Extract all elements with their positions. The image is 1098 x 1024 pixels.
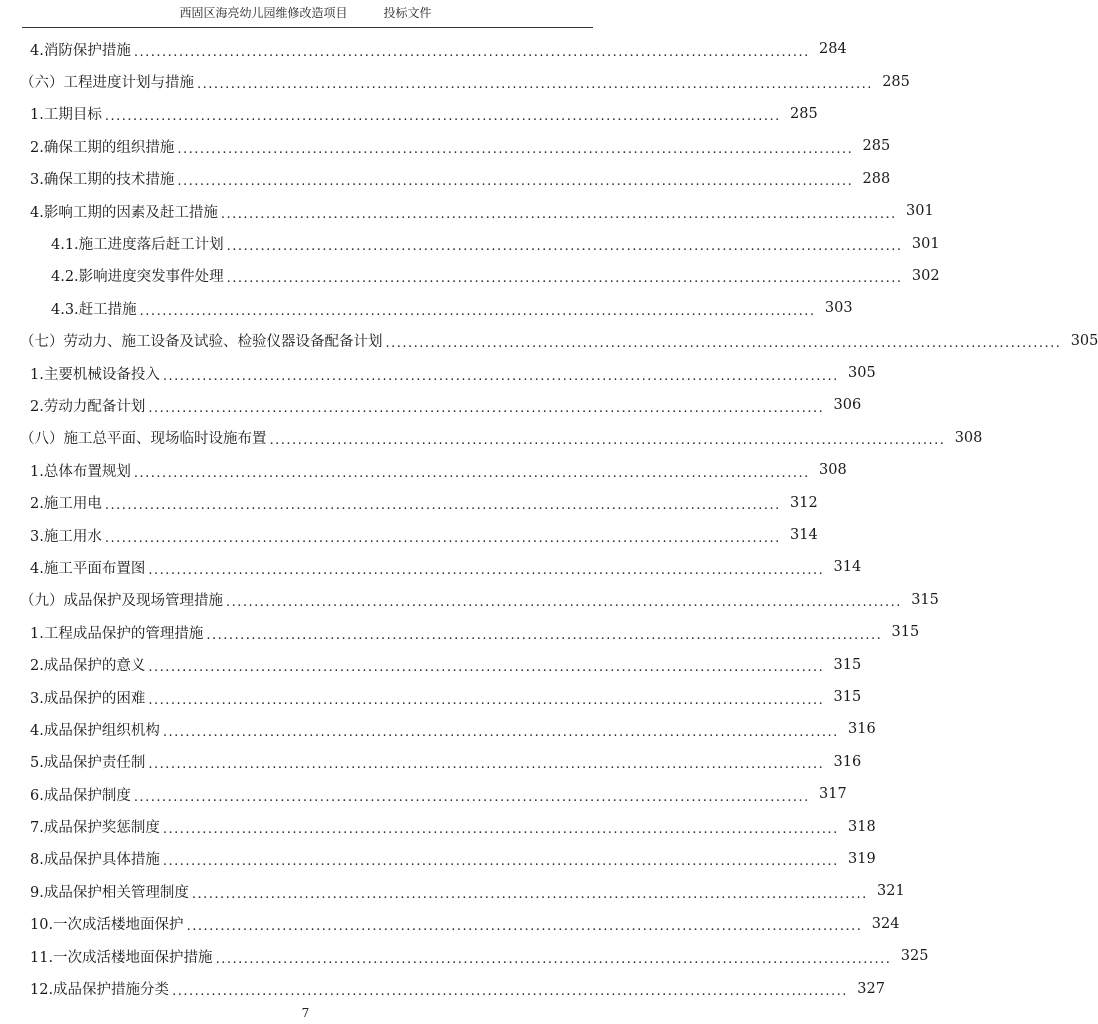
- toc-entry-page: 314: [833, 559, 862, 576]
- toc-entry-page: 321: [877, 883, 905, 900]
- toc-entry-title: 2.劳动力配备计划: [30, 398, 146, 415]
- dot-leader: ........................................................................................................................: [191, 886, 868, 902]
- toc-entry[interactable]: [0, 778, 847, 810]
- dot-leader: ........................................................................................................................: [148, 400, 825, 416]
- dot-leader: ........................................................................................................................: [148, 757, 825, 773]
- dot-leader: ........................................................................................................................: [226, 595, 902, 611]
- dot-leader: ........................................................................................................................: [133, 44, 810, 60]
- toc-entry[interactable]: [0, 584, 939, 616]
- toc-entry-title: 2.确保工期的组织措施: [30, 139, 175, 156]
- toc-entry-page: 285: [790, 105, 818, 122]
- dot-leader: ........................................................................................................................: [220, 206, 897, 222]
- toc-entry-page: 288: [862, 170, 891, 187]
- toc-entry[interactable]: [0, 389, 862, 421]
- toc-entry-title: 8.成品保护具体措施: [30, 852, 160, 869]
- dot-leader: ........................................................................................................................: [226, 239, 903, 255]
- toc-entry-page: 315: [833, 656, 862, 673]
- toc-entry-title: 4.消防保护措施: [30, 42, 131, 59]
- toc-entry-title: 5.成品保护责任制: [30, 755, 146, 772]
- toc-entry[interactable]: [0, 227, 940, 259]
- toc-entry-page: 317: [819, 786, 847, 803]
- toc-entry[interactable]: [0, 325, 1098, 357]
- toc-entry-page: 327: [857, 980, 885, 997]
- dot-leader: ........................................................................................................................: [133, 465, 810, 481]
- toc-entry-page: 316: [833, 753, 862, 770]
- toc-entry-title: 11.一次成活楼地面保护措施: [30, 949, 213, 966]
- toc-entry[interactable]: [0, 65, 910, 97]
- dot-leader: ........................................................................................................................: [148, 562, 825, 578]
- toc-entry[interactable]: [0, 33, 847, 65]
- header-rule: [22, 27, 593, 28]
- dot-leader: ........................................................................................................................: [104, 498, 781, 514]
- dot-leader: ........................................................................................................................: [215, 951, 892, 967]
- toc-entry-title: 6.成品保护制度: [30, 787, 131, 804]
- toc-entry[interactable]: [0, 486, 818, 518]
- toc-entry[interactable]: [0, 972, 885, 1004]
- dot-leader: ........................................................................................................................: [197, 77, 873, 93]
- toc-entry[interactable]: [0, 454, 847, 486]
- toc-entry-title: 1.工期目标: [30, 107, 102, 124]
- toc-entry-page: 318: [848, 818, 876, 835]
- toc-entry-page: 319: [848, 850, 876, 867]
- toc-entry[interactable]: [0, 195, 934, 227]
- dot-leader: ........................................................................................................................: [269, 433, 946, 449]
- toc-entry[interactable]: [0, 713, 876, 745]
- toc-entry-page: 324: [871, 915, 900, 932]
- toc-entry-page: 315: [833, 689, 862, 705]
- toc-entry-page: 325: [900, 948, 929, 965]
- toc-entry[interactable]: [0, 357, 876, 389]
- toc-entry-page: 316: [848, 721, 876, 738]
- toc-entry-title: 1.工程成品保护的管理措施: [30, 625, 204, 642]
- toc-entry[interactable]: [0, 130, 891, 162]
- toc-entry-title: （六）工程进度计划与措施: [20, 75, 194, 92]
- dot-leader: ........................................................................................................................: [148, 692, 825, 708]
- toc-entry[interactable]: [0, 292, 853, 324]
- dot-leader: ........................................................................................................................: [385, 336, 1062, 352]
- toc-entry[interactable]: [0, 746, 862, 778]
- dot-leader: ........................................................................................................................: [162, 368, 839, 384]
- toc-entry-title: 1.主要机械设备投入: [30, 366, 160, 383]
- toc-entry[interactable]: [0, 908, 900, 940]
- dot-leader: ........................................................................................................................: [186, 919, 863, 935]
- toc-entry[interactable]: [0, 648, 862, 680]
- toc-entry-page: 315: [911, 591, 939, 608]
- toc-entry-page: 305: [1070, 332, 1098, 349]
- toc-entry-title: 2.施工用电: [30, 496, 102, 513]
- toc-entry-title: 9.成品保护相关管理制度: [30, 884, 189, 901]
- page-number: 7: [301, 1006, 310, 1020]
- toc-entry-title: 4.3.赶工措施: [51, 301, 137, 318]
- toc-entry[interactable]: [0, 98, 818, 130]
- toc-entry-page: 306: [833, 397, 862, 414]
- toc-entry-title: 7.成品保护奖惩制度: [30, 820, 160, 837]
- toc-entry-page: 312: [790, 494, 818, 511]
- dot-leader: ........................................................................................................................: [226, 271, 903, 287]
- page-header: 西固区海亮幼儿园维修改造项目 投标文件: [179, 6, 432, 20]
- toc-entry[interactable]: [0, 681, 862, 713]
- toc-entry-page: 285: [862, 138, 891, 155]
- toc-entry-title: 10.一次成活楼地面保护: [30, 917, 184, 934]
- toc-entry-title: （九）成品保护及现场管理措施: [20, 593, 223, 610]
- toc-entry[interactable]: [0, 519, 818, 551]
- toc-entry-page: 314: [790, 527, 818, 544]
- dot-leader: ........................................................................................................................: [172, 984, 848, 1000]
- toc-entry[interactable]: [0, 422, 983, 454]
- toc-entry-title: （八）施工总平面、现场临时设施布置: [20, 431, 267, 448]
- toc-entry-title: 3.确保工期的技术措施: [30, 172, 175, 189]
- toc-entry[interactable]: [0, 616, 920, 648]
- dot-leader: ........................................................................................................................: [177, 174, 854, 190]
- toc-entry-page: 315: [891, 624, 920, 641]
- dot-leader: ........................................................................................................................: [104, 530, 781, 546]
- toc-entry-page: 302: [911, 267, 940, 284]
- dot-leader: ........................................................................................................................: [148, 660, 825, 676]
- dot-leader: ........................................................................................................................: [133, 789, 810, 805]
- toc-entry[interactable]: [0, 875, 905, 907]
- toc-entry-page: 301: [911, 235, 940, 252]
- toc-entry-title: 2.成品保护的意义: [30, 658, 146, 675]
- toc-entry-title: 3.成品保护的困难: [30, 690, 146, 707]
- toc-entry[interactable]: [0, 551, 862, 583]
- toc-entry-title: 3.施工用水: [30, 528, 102, 545]
- toc-entry[interactable]: [0, 260, 940, 292]
- dot-leader: ........................................................................................................................: [139, 303, 816, 319]
- toc-entry-page: 285: [882, 73, 910, 90]
- dot-leader: ........................................................................................................................: [162, 822, 839, 838]
- toc-entry-page: 284: [819, 41, 847, 58]
- toc-entry-page: 303: [824, 300, 853, 317]
- toc-entry-page: 305: [848, 365, 876, 382]
- toc-entry-page: 301: [906, 203, 934, 220]
- toc-entry-page: 308: [954, 429, 983, 446]
- toc-entry-title: 4.成品保护组织机构: [30, 722, 160, 739]
- toc-entry-title: 4.1.施工进度落后赶工计划: [51, 237, 224, 254]
- toc-entry[interactable]: [0, 810, 876, 842]
- dot-leader: ........................................................................................................................: [177, 141, 854, 157]
- toc-entry[interactable]: [0, 940, 929, 972]
- toc-entry[interactable]: [0, 843, 876, 875]
- toc-entry-page: 308: [819, 462, 847, 479]
- toc-entry-title: 4.施工平面布置图: [30, 560, 146, 577]
- dot-leader: ........................................................................................................................: [104, 109, 781, 125]
- toc-entry-title: 4.影响工期的因素及赶工措施: [30, 204, 218, 221]
- toc-entry-title: 12.成品保护措施分类: [30, 982, 170, 999]
- toc-entry-title: 4.2.影响进度突发事件处理: [51, 269, 224, 286]
- toc-entry[interactable]: [0, 163, 891, 195]
- toc-entry-title: 1.总体布置规划: [30, 463, 131, 480]
- dot-leader: ........................................................................................................................: [162, 724, 839, 740]
- table-of-contents: [0, 33, 1098, 1005]
- toc-entry-title: （七）劳动力、施工设备及试验、检验仪器设备配备计划: [20, 334, 383, 351]
- dot-leader: ........................................................................................................................: [206, 627, 883, 643]
- dot-leader: ........................................................................................................................: [162, 854, 839, 870]
